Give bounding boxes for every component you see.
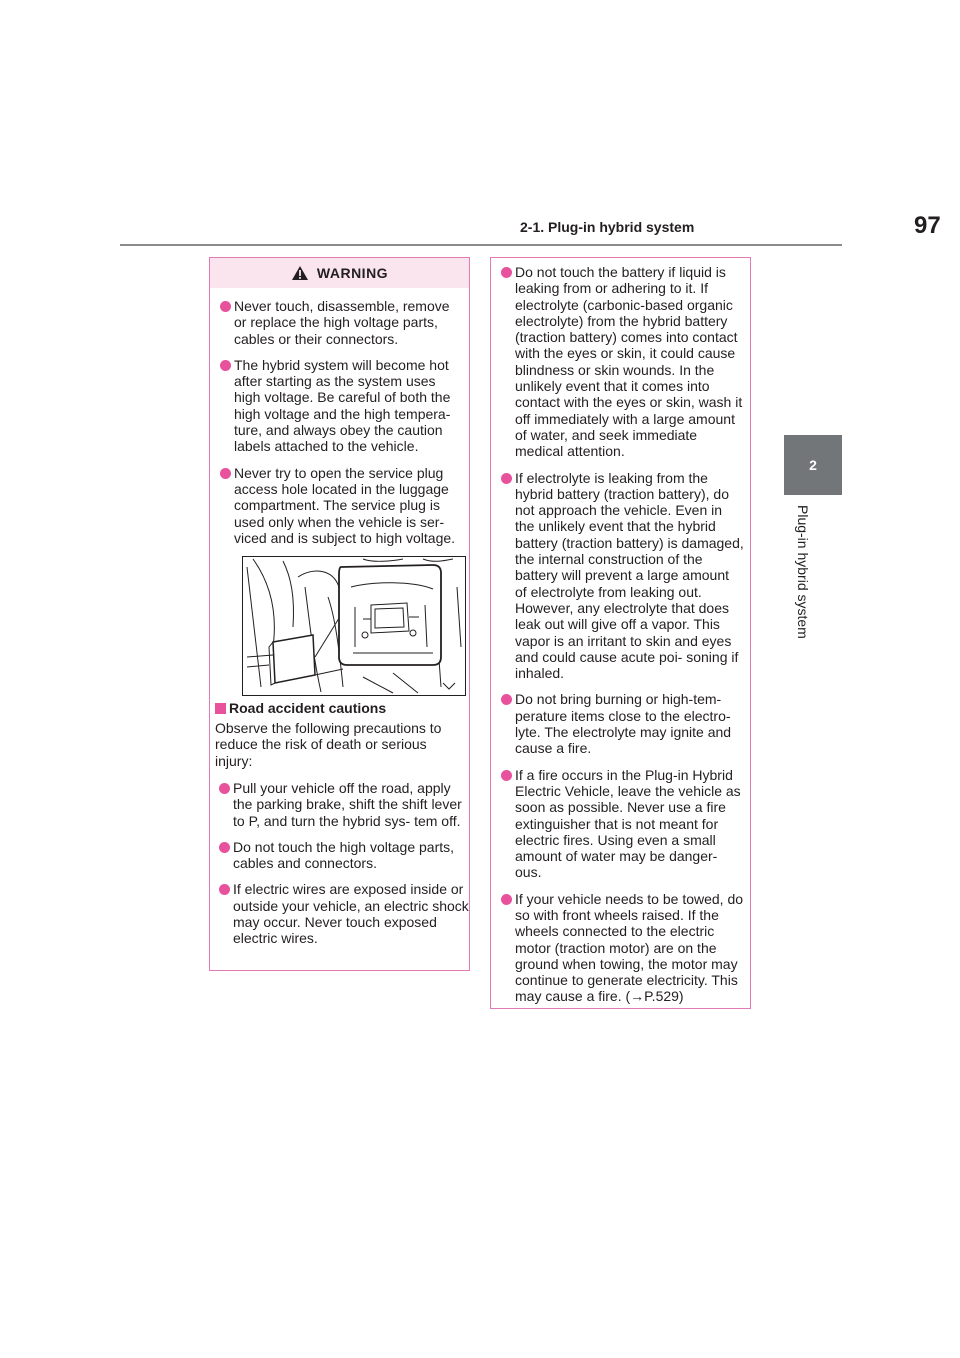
warning-item: Never try to open the service plug access hole located in the luggage compartment. The service plug is used only when the vehicle is ser- viced and is subject to high voltage. bbox=[216, 465, 463, 546]
road-accident-item: If electric wires are exposed inside or outside your vehicle, an electric shock may occur. Never touch exposed electric wires. bbox=[215, 881, 470, 946]
warning-item: Never touch, disassemble, remove or replace the high voltage parts, cables or their connectors. bbox=[216, 298, 463, 347]
warning-item: The hybrid system will become hot after starting as the system uses high voltage. Be careful of both the high voltage and the high tempera- ture, and always obey the caution labels attached to the vehicle. bbox=[216, 357, 463, 455]
chapter-number: 2 bbox=[809, 457, 817, 473]
warning-box-continued bbox=[490, 257, 751, 1009]
bullet-dot-icon bbox=[220, 301, 231, 312]
warning-list-continued bbox=[491, 258, 750, 1005]
bullet-dot-icon bbox=[220, 360, 231, 371]
road-accident-list bbox=[209, 780, 470, 957]
bullet-dot-icon bbox=[220, 468, 231, 479]
road-accident-intro: Observe the following precautions to reduce the risk of death or serious injury: bbox=[215, 720, 442, 769]
road-accident-item: Pull your vehicle off the road, apply the parking brake, shift the shift lever to P, and turn the hybrid sys- tem off. bbox=[215, 780, 470, 829]
bullet-dot-icon bbox=[219, 884, 230, 895]
warning-title: WARNING bbox=[316, 265, 389, 281]
warning-list bbox=[210, 288, 469, 696]
warning-item: If electrolyte is leaking from the hybrid battery (traction battery), do not approach the vehicle. Even in the unlikely event that the hybrid battery (traction battery) is damaged, the internal construction of the battery will prevent a large amount of electrolyte from leaking out. However, any electrolyte that does leak out will give off a vapor. This vapor is an irritant to skin and eyes and could cause acute poi- soning if inhaled. bbox=[497, 470, 744, 682]
chapter-tab[interactable] bbox=[784, 435, 842, 495]
bullet-dot-icon bbox=[219, 842, 230, 853]
bullet-dot-icon bbox=[501, 894, 512, 905]
warning-item: Do not touch the battery if liquid is leaking from or adhering to it. If electrolyte (carbonic-based organic electrolyte) from the hybrid battery (traction battery) comes into contact with the eyes or skin, it could cause blindness or skin wounds. In the unlikely event that it comes into contact with the eyes or skin, wash it off immediately with a large amount of water, and seek immediate medical attention. bbox=[497, 264, 744, 460]
square-bullet-icon bbox=[215, 703, 226, 714]
section-title: 2-1. Plug-in hybrid system bbox=[520, 219, 695, 235]
header-rule bbox=[120, 244, 842, 246]
road-accident-heading: Road accident cautions bbox=[215, 700, 386, 716]
bullet-dot-icon bbox=[501, 770, 512, 781]
bullet-dot-icon bbox=[501, 267, 512, 278]
warning-item: If your vehicle needs to be towed, do so with front wheels raised. If the wheels connected to the electric motor (traction motor) are on the ground when towing, the motor may continue to generate electricity. This may cause a fire. (→P.529) bbox=[497, 891, 744, 1005]
chapter-label-text: Plug-in hybrid system bbox=[795, 505, 811, 639]
warning-triangle-icon bbox=[291, 265, 309, 281]
warning-item: If a fire occurs in the Plug-in Hybrid Electric Vehicle, leave the vehicle as soon as possible. Never use a fire extinguisher that is not meant for electric fires. Using even a small amount of water may be danger- ous. bbox=[497, 767, 744, 881]
service-plug-illustration bbox=[242, 556, 466, 696]
road-accident-item: Do not touch the high voltage parts, cables and connectors. bbox=[215, 839, 470, 872]
bullet-dot-icon bbox=[501, 694, 512, 705]
warning-item: Do not bring burning or high-tem- perature items close to the electro- lyte. The electrolyte may ignite and cause a fire. bbox=[497, 691, 744, 756]
bullet-dot-icon bbox=[219, 783, 230, 794]
chapter-label bbox=[786, 505, 836, 665]
bullet-dot-icon bbox=[501, 473, 512, 484]
luggage-compartment-illustration bbox=[243, 557, 465, 695]
warning-header bbox=[210, 258, 469, 288]
page-number: 97 bbox=[914, 212, 941, 239]
